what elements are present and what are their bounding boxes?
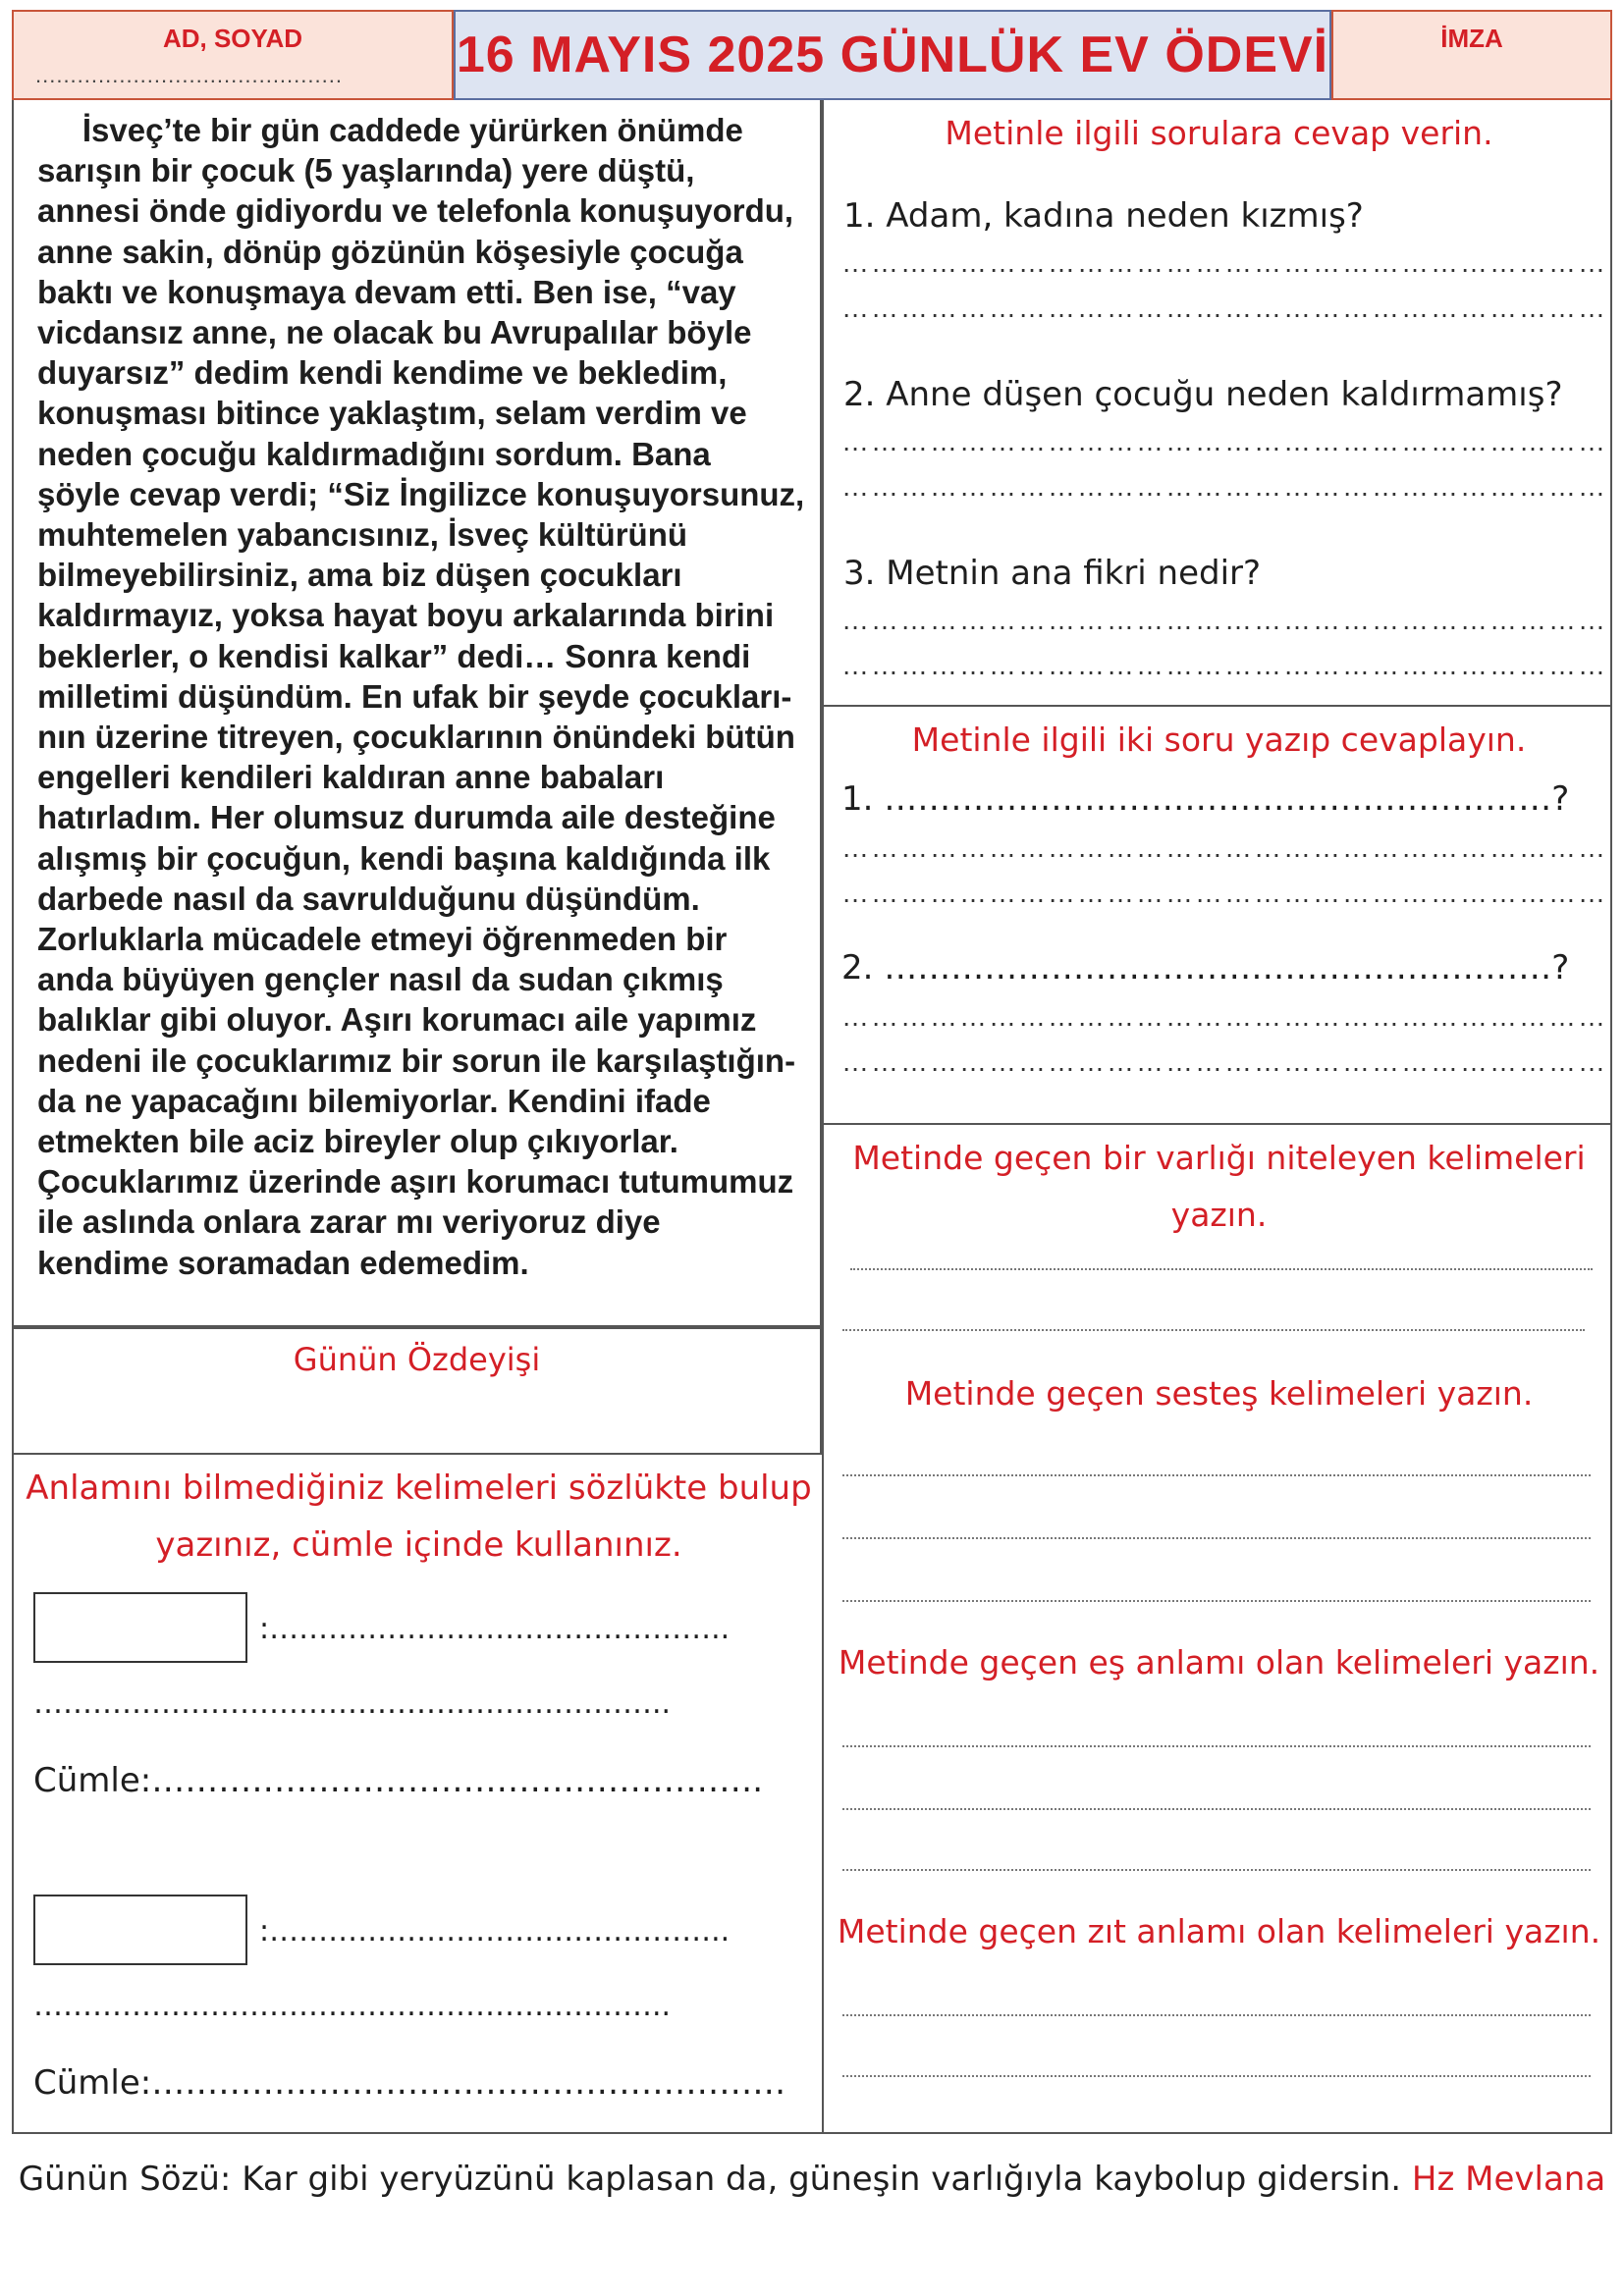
- nitel-answer-line[interactable]: [842, 1329, 1585, 1331]
- own-question-2[interactable]: 2. ……………………………………………………?: [841, 948, 1570, 988]
- own-answer-2-line2[interactable]: ……………………………………………………………………: [841, 1046, 1607, 1077]
- own-question-1[interactable]: 1. ……………………………………………………?: [841, 779, 1570, 819]
- answer-2-line2[interactable]: ……………………………………………………………………: [841, 471, 1607, 502]
- answer-3-line2[interactable]: ……………………………………………………………………: [841, 650, 1607, 680]
- answer-1-line2[interactable]: ……………………………………………………………………: [841, 293, 1607, 323]
- name-field[interactable]: ............................................: [35, 63, 343, 87]
- zitanlam-title: Metinde geçen zıt anlamı olan kelimeleri yazın.: [837, 1912, 1601, 1950]
- story-line: alışmış bir çocuğun, kendi başına kaldığında ilk: [37, 839, 771, 877]
- story-panel: [12, 100, 822, 1327]
- name-label: AD, SOYAD: [162, 24, 303, 53]
- title-cell: [454, 10, 1331, 100]
- story-line: annesi önde gidiyordu ve telefonla konuşuyordu,: [37, 192, 794, 230]
- write-questions-title: Metinle ilgili iki soru yazıp cevaplayın.: [911, 721, 1527, 759]
- question-3: 3. Metnin ana fikri nedir?: [843, 554, 1262, 593]
- worksheet-header: [12, 10, 1612, 100]
- divider: [822, 705, 1612, 707]
- question-1: 1. Adam, kadına neden kızmış?: [843, 196, 1364, 236]
- story-line: kendime soramadan edemedim.: [37, 1244, 529, 1281]
- quote-text: Günün Sözü: Kar gibi yeryüzünü kaplasan da, güneşin varlığıyla kaybolup gidersin.: [18, 2160, 1402, 2199]
- ozdeyis-title: Günün Özdeyişi: [293, 1341, 541, 1378]
- story-line: ile aslında onlara zarar mı veriyoruz diye: [37, 1203, 661, 1241]
- right-column: [822, 100, 1612, 2134]
- own-answer-2-line1[interactable]: ……………………………………………………………………: [841, 1001, 1607, 1032]
- story-line: bilmeyebilirsiniz, ama biz düşen çocukları: [37, 557, 682, 594]
- story-line: da ne yapacağını bilemiyorlar. Kendini ifade: [37, 1082, 711, 1119]
- sestes-answer-line[interactable]: [842, 1537, 1591, 1539]
- page-title: 16 MAYIS 2025 GÜNLÜK EV ÖDEVİ: [456, 27, 1329, 83]
- answer-1-line1[interactable]: ……………………………………………………………………: [841, 247, 1607, 278]
- esanlam-answer-line[interactable]: [842, 1869, 1591, 1871]
- signature-cell[interactable]: [1331, 10, 1612, 100]
- story-line: beklerler, o kendisi kalkar” dedi… Sonra kendi: [37, 637, 751, 674]
- esanlam-title: Metinde geçen eş anlamı olan kelimeleri yazın.: [838, 1643, 1600, 1682]
- answer-2-line1[interactable]: ……………………………………………………………………: [841, 426, 1607, 456]
- story-line: İsveç’te bir gün caddede yürürken önümde: [37, 112, 743, 148]
- vocab-title-line1: Anlamını bilmediğiniz kelimeleri sözlükte bulup: [26, 1468, 812, 1508]
- story-text: [37, 110, 823, 1283]
- question-2: 2. Anne düşen çocuğu neden kaldırmamış?: [843, 375, 1563, 414]
- meaning-1-line2[interactable]: ………………………………………………………..: [33, 1686, 672, 1721]
- nitel-title-line2: yazın.: [1170, 1196, 1268, 1234]
- story-line: duyarsız” dedim kendi kendime ve bekledim,: [37, 354, 728, 392]
- story-line: milletimi düşündüm. En ufak bir şeyde çocukları-: [37, 677, 792, 715]
- story-line: kaldırmayız, yoksa hayat boyu arkalarında birini: [37, 597, 775, 634]
- zitanlam-answer-line[interactable]: [842, 2075, 1591, 2077]
- own-answer-1-line2[interactable]: ……………………………………………………………………: [841, 878, 1607, 908]
- signature-label: İMZA: [1440, 24, 1503, 53]
- footer-quote: [0, 2160, 1624, 2199]
- esanlam-answer-line[interactable]: [842, 1808, 1591, 1810]
- story-line: sarışın bir çocuk (5 yaşlarında) yere düştü,: [37, 152, 695, 189]
- word-box-1[interactable]: [33, 1592, 247, 1663]
- esanlam-answer-line[interactable]: [842, 1745, 1591, 1747]
- sentence-1[interactable]: Cümle:……………………………………………….: [33, 1761, 764, 1800]
- name-cell: [12, 10, 454, 100]
- story-line: baktı ve konuşmaya devam etti. Ben ise, “vay: [37, 273, 736, 310]
- story-line: konuşması bitince yaklaştım, selam verdim ve: [37, 395, 747, 432]
- story-line: vicdansız anne, ne olacak bu Avrupalılar böyle: [37, 314, 752, 351]
- story-line: engelleri kendileri kaldıran anne babaları: [37, 759, 665, 796]
- answer-3-line1[interactable]: ……………………………………………………………………: [841, 605, 1607, 635]
- story-line: şöyle cevap verdi; “Siz İngilizce konuşuyorsunuz,: [37, 475, 805, 512]
- story-line: Zorluklarla mücadele etmeyi öğrenmeden bir: [37, 921, 728, 958]
- story-line: etmekten bile aciz bireyler olup çıkıyorlar.: [37, 1123, 678, 1160]
- nitel-title-line1: Metinde geçen bir varlığı niteleyen kelimeleri: [852, 1139, 1586, 1177]
- questions-title: Metinle ilgili sorulara cevap verin.: [945, 114, 1493, 152]
- divider: [822, 1123, 1612, 1125]
- sestes-answer-line[interactable]: [842, 1474, 1591, 1476]
- story-line: hatırladım. Her olumsuz durumda aile desteğine: [37, 799, 776, 836]
- story-line: Çocuklarımız üzerinde aşırı korumacı tutumumuz: [37, 1163, 794, 1201]
- story-line: balıklar gibi oluyor. Aşırı korumacı aile yapımız: [37, 1001, 757, 1039]
- ozdeyis-box[interactable]: [12, 1327, 822, 1455]
- story-line: neden çocuğu kaldırmadığını sordum. Bana: [37, 435, 711, 472]
- quote-author: Hz Mevlana: [1411, 2160, 1606, 2199]
- word-box-2[interactable]: [33, 1895, 247, 1965]
- page-border-bottom: [12, 2132, 1612, 2134]
- own-answer-1-line1[interactable]: ……………………………………………………………………: [841, 832, 1607, 863]
- meaning-2-dots[interactable]: :………………………………………..: [259, 1914, 731, 1949]
- sestes-answer-line[interactable]: [842, 1600, 1591, 1602]
- story-line: darbede nasıl da savrulduğunu düşündüm.: [37, 880, 700, 917]
- story-line: nın üzerine titreyen, çocuklarının önündeki bütün: [37, 719, 795, 756]
- vocab-title-line2: yazınız, cümle içinde kullanınız.: [155, 1525, 682, 1565]
- sentence-2[interactable]: Cümle:…………………………………………………: [33, 2063, 786, 2103]
- meaning-2-line2[interactable]: ………………………………………………………..: [33, 1989, 672, 2023]
- story-line: nedeni ile çocuklarımız bir sorun ile karşılaştığın-: [37, 1041, 796, 1079]
- meaning-1-dots[interactable]: :………………………………………..: [259, 1612, 731, 1646]
- sestes-title: Metinde geçen sesteş kelimeleri yazın.: [904, 1374, 1534, 1413]
- nitel-answer-line[interactable]: [850, 1268, 1593, 1270]
- story-line: anda büyüyen gençler nasıl da sudan çıkmış: [37, 961, 724, 998]
- vocab-panel: [12, 1455, 822, 2134]
- story-line: anne sakin, dönüp gözünün köşesiyle çocuğa: [37, 233, 743, 270]
- zitanlam-answer-line[interactable]: [842, 2014, 1591, 2016]
- story-line: muhtemelen yabancısınız, İsveç kültürünü: [37, 516, 688, 554]
